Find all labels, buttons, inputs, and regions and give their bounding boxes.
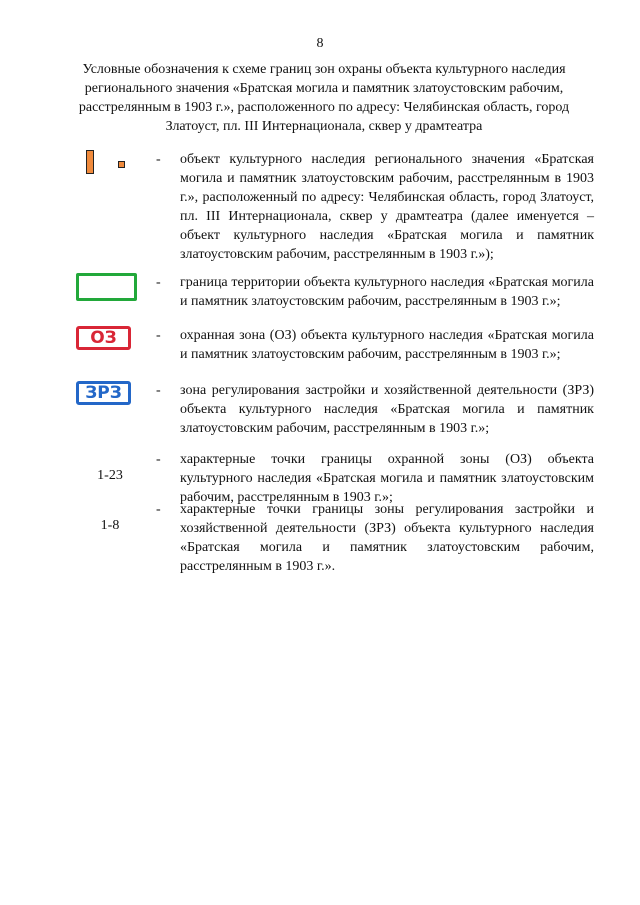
- legend-dash: -: [156, 152, 161, 167]
- legend-text-territory: граница территории объекта культурного наследия «Братская могила и памятник златоустовским рабочим, расстрелянным в 1903 г.»;: [180, 275, 594, 309]
- legend-text-oz: охранная зона (ОЗ) объекта культурного наследия «Братская могила и памятник златоустовским рабочим, расстрелянным в 1903 г.»;: [180, 328, 594, 362]
- page-number: 8: [316, 36, 324, 51]
- oz-points-label: 1-23: [97, 468, 123, 483]
- legend-text-object: объект культурного наследия регионального значения «Братская могила и памятник златоустовским рабочим, расстрелянным в 1903 г.», расположенный по адресу: Челябинская область, город Златоуст, пл. III Интернационала, сквер у драмтеатра (далее именуется – объект культурного наследия «Братская могила и памятник златоустовским рабочим, расстрелянным в 1903 г.»);: [180, 152, 594, 262]
- object-point-icon: [118, 161, 125, 168]
- zrz-badge-icon: ЗРЗ: [76, 381, 131, 405]
- zrz-points-label: 1-8: [100, 518, 120, 533]
- legend-text-zrz-points: характерные точки границы зоны регулирования застройки и хозяйственной деятельности (ЗРЗ) объекта культурного наследия «Братская могила и памятник златоустовским рабочим, расстрелянным в 1903 г.».: [180, 502, 594, 574]
- legend-dash: -: [156, 275, 161, 290]
- legend-dash: -: [156, 383, 161, 398]
- legend-dash: -: [156, 452, 161, 467]
- legend-heading: Условные обозначения к схеме границ зон охраны объекта культурного наследия регионального значения «Братская могила и памятник златоустовским рабочим, расстрелянным в 1903 г.», расположенного по адресу: Челябинская область, город Златоуст, пл. III Интернационала, сквер у драмтеатра: [78, 62, 570, 134]
- legend-dash: -: [156, 328, 161, 343]
- territory-boundary-icon: [76, 273, 137, 301]
- oz-badge-icon: ОЗ: [76, 326, 131, 350]
- legend-text-zrz: зона регулирования застройки и хозяйственной деятельности (ЗРЗ) объекта культурного наследия «Братская могила и памятник златоустовским рабочим, расстрелянным в 1903 г.»;: [180, 383, 594, 436]
- object-monument-icon: [86, 150, 94, 174]
- legend-text-oz-points: характерные точки границы охранной зоны (ОЗ) объекта культурного наследия «Братская могила и памятник златоустовским рабочим, расстрелянным в 1903 г.»;: [180, 452, 594, 505]
- legend-dash: -: [156, 502, 161, 517]
